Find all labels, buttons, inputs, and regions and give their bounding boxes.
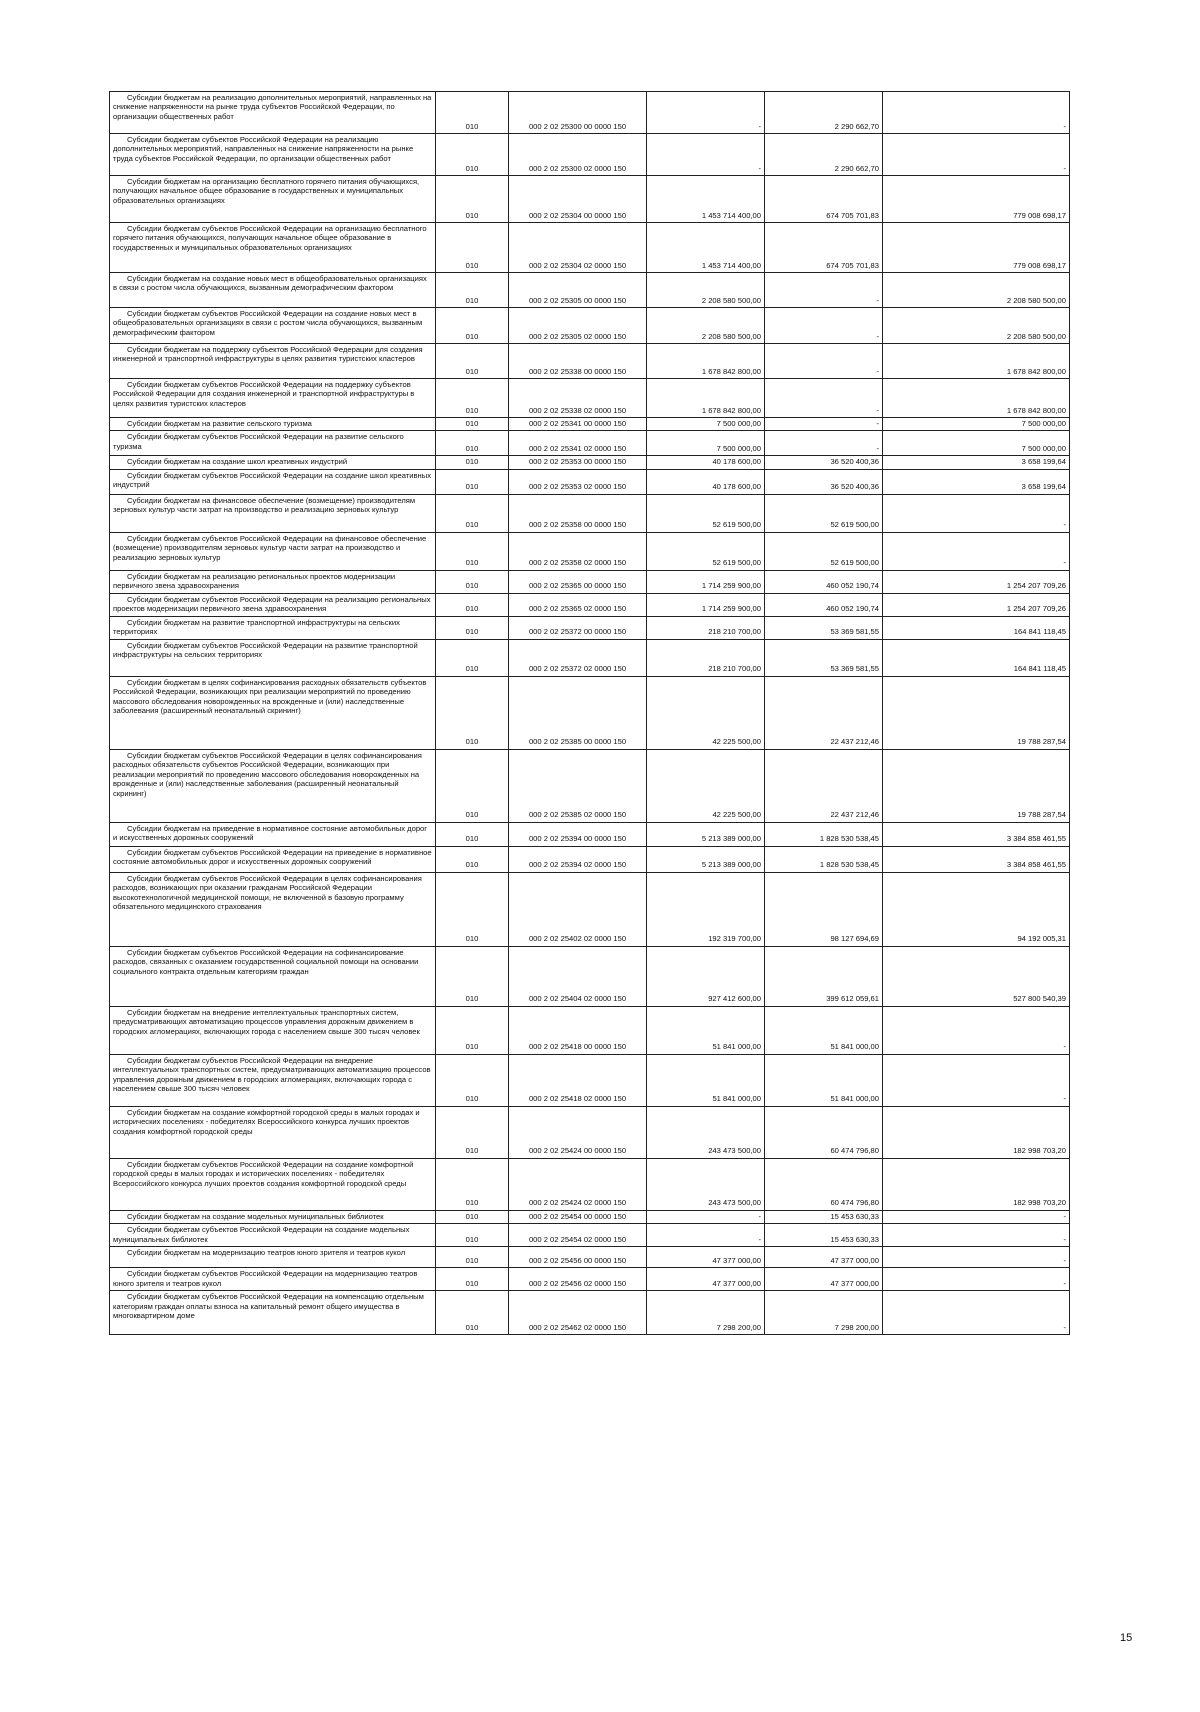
subsidy-name: Субсидии бюджетам на организацию бесплатного горячего питания обучающихся, получающих начальное общее образование в государственных и муниципальных образовательных организациях: [113, 177, 420, 205]
budget-table: [109, 91, 1070, 1335]
approved-amount-cell: 5 213 389 000,00: [647, 846, 765, 872]
subsidy-name-cell: [110, 1291, 436, 1335]
table-row: [110, 822, 1070, 846]
table-row: [110, 308, 1070, 344]
approved-amount-cell: 243 473 500,00: [647, 1106, 765, 1158]
unexecuted-amount-cell: -: [883, 1224, 1070, 1247]
budget-classification-code-cell: 000 2 02 25300 00 0000 150: [509, 92, 647, 134]
approved-amount-cell: 40 178 600,00: [647, 469, 765, 494]
approved-amount-cell: 1 714 259 900,00: [647, 570, 765, 593]
budget-classification-code-cell: 000 2 02 25305 00 0000 150: [509, 273, 647, 308]
approved-amount-cell: -: [647, 134, 765, 176]
unexecuted-amount-cell: 2 208 580 500,00: [883, 273, 1070, 308]
approved-amount-cell: 52 619 500,00: [647, 494, 765, 532]
subsidy-name: Субсидии бюджетам на создание новых мест в общеобразовательных организациях в связи с ростом числа обучающихся, вызванным демографическим фактором: [113, 274, 427, 293]
subsidy-name-cell: [110, 846, 436, 872]
budget-classification-code-cell: 000 2 02 25365 00 0000 150: [509, 570, 647, 593]
approved-amount-cell: 47 377 000,00: [647, 1268, 765, 1291]
executed-amount-cell: -: [765, 418, 883, 431]
subsidy-name-cell: [110, 1054, 436, 1106]
unexecuted-amount-cell: 3 658 199,64: [883, 456, 1070, 469]
line-code-cell: 010: [436, 639, 509, 676]
approved-amount-cell: 192 319 700,00: [647, 872, 765, 946]
executed-amount-cell: 47 377 000,00: [765, 1268, 883, 1291]
subsidy-name: Субсидии бюджетам на реализацию дополнительных мероприятий, направленных на снижение напряженности на рынке труда субъектов Российской Федерации, по организации общественных работ: [113, 93, 432, 121]
executed-amount-cell: -: [765, 273, 883, 308]
subsidy-name-cell: [110, 176, 436, 223]
executed-amount-cell: -: [765, 379, 883, 418]
subsidy-name: Субсидии бюджетам на создание школ креативных индустрий: [127, 457, 348, 467]
approved-amount-cell: 218 210 700,00: [647, 616, 765, 639]
executed-amount-cell: 36 520 400,36: [765, 456, 883, 469]
executed-amount-cell: -: [765, 344, 883, 379]
subsidy-name: Субсидии бюджетам субъектов Российской Федерации на реализацию дополнительных мероприятий, направленных на снижение напряженности на рынке труда субъектов Российской Федерации, по организации общественных работ: [113, 135, 414, 163]
line-code-cell: 010: [436, 134, 509, 176]
subsidy-name: Субсидии бюджетам субъектов Российской Федерации на создание модельных муниципальных библиотек: [113, 1225, 410, 1244]
subsidy-name: Субсидии бюджетам субъектов Российской Федерации на развитие сельского туризма: [113, 432, 404, 451]
subsidy-name-cell: [110, 676, 436, 749]
line-code-cell: 010: [436, 1247, 509, 1268]
executed-amount-cell: -: [765, 308, 883, 344]
budget-classification-code-cell: 000 2 02 25300 02 0000 150: [509, 134, 647, 176]
executed-amount-cell: 52 619 500,00: [765, 494, 883, 532]
executed-amount-cell: 98 127 694,69: [765, 872, 883, 946]
budget-classification-code-cell: 000 2 02 25338 02 0000 150: [509, 379, 647, 418]
subsidy-name: Субсидии бюджетам на внедрение интеллектуальных транспортных систем, предусматривающих автоматизацию процессов управления дорожным движением в городских агломерациях, включающих города с населением свыше 300 тысяч человек: [113, 1007, 420, 1036]
unexecuted-amount-cell: 3 384 858 461,55: [883, 846, 1070, 872]
executed-amount-cell: 460 052 190,74: [765, 570, 883, 593]
unexecuted-amount-cell: -: [883, 1291, 1070, 1335]
line-code-cell: 010: [436, 822, 509, 846]
budget-classification-code-cell: 000 2 02 25394 00 0000 150: [509, 822, 647, 846]
unexecuted-amount-cell: 94 192 005,31: [883, 872, 1070, 946]
subsidy-name-cell: [110, 532, 436, 570]
unexecuted-amount-cell: 7 500 000,00: [883, 418, 1070, 431]
table-row: [110, 1210, 1070, 1223]
executed-amount-cell: 36 520 400,36: [765, 469, 883, 494]
executed-amount-cell: 53 369 581,55: [765, 616, 883, 639]
line-code-cell: 010: [436, 1054, 509, 1106]
unexecuted-amount-cell: 182 998 703,20: [883, 1106, 1070, 1158]
budget-classification-code-cell: 000 2 02 25358 02 0000 150: [509, 532, 647, 570]
line-code-cell: 010: [436, 676, 509, 749]
table-row: [110, 1291, 1070, 1335]
subsidy-name: Субсидии бюджетам на реализацию региональных проектов модернизации первичного звена здравоохранения: [113, 571, 396, 591]
subsidy-name-cell: [110, 616, 436, 639]
subsidy-name: Субсидии бюджетам субъектов Российской Федерации на поддержку субъектов Российской Федерации для создания инженерной и транспортной инфраструктуры в целях развития туристских кластеров: [113, 380, 415, 408]
approved-amount-cell: 1 678 842 800,00: [647, 379, 765, 418]
subsidy-name: Субсидии бюджетам на модернизацию театров юного зрителя и театров кукол: [127, 1248, 406, 1258]
approved-amount-cell: 52 619 500,00: [647, 532, 765, 570]
unexecuted-amount-cell: 3 658 199,64: [883, 469, 1070, 494]
unexecuted-amount-cell: -: [883, 92, 1070, 134]
budget-classification-code-cell: 000 2 02 25372 00 0000 150: [509, 616, 647, 639]
subsidy-name: Субсидии бюджетам в целях софинансирования расходных обязательств субъектов Российской Федерации, возникающих при реализации мероприятий по проведению массового обследования новорожденных на врожденные и (или) наследственные заболевания (расширенный неонатальный скрининг): [113, 677, 427, 716]
unexecuted-amount-cell: -: [883, 1210, 1070, 1223]
budget-classification-code-cell: 000 2 02 25424 00 0000 150: [509, 1106, 647, 1158]
unexecuted-amount-cell: -: [883, 494, 1070, 532]
approved-amount-cell: 243 473 500,00: [647, 1158, 765, 1210]
executed-amount-cell: 1 828 530 538,45: [765, 822, 883, 846]
unexecuted-amount-cell: 2 208 580 500,00: [883, 308, 1070, 344]
subsidy-name: Субсидии бюджетам на создание комфортной городской среды в малых городах и исторических поселениях - победителях Всероссийского конкурса лучших проектов создания комфортной городской среды: [113, 1107, 420, 1136]
subsidy-name: Субсидии бюджетам субъектов Российской Федерации на софинансирование расходов, связанных с оказанием государственной социальной помощи на основании социального контракта отдельным категориям граждан: [113, 947, 419, 976]
table-row: [110, 223, 1070, 273]
subsidy-name: Субсидии бюджетам на развитие сельского туризма: [127, 419, 312, 428]
subsidy-name: Субсидии бюджетам на приведение в нормативное состояние автомобильных дорог и искусственных дорожных сооружений: [113, 823, 428, 843]
subsidy-name-cell: [110, 273, 436, 308]
subsidy-name-cell: [110, 456, 436, 469]
table-row: [110, 418, 1070, 431]
approved-amount-cell: 2 208 580 500,00: [647, 273, 765, 308]
subsidy-name: Субсидии бюджетам субъектов Российской Федерации на приведение в нормативное состояние автомобильных дорог и искусственных дорожных сооружений: [113, 847, 432, 867]
executed-amount-cell: 51 841 000,00: [765, 1006, 883, 1054]
subsidy-name: Субсидии бюджетам на поддержку субъектов Российской Федерации для создания инженерной и транспортной инфраструктуры в целях развития туристских кластеров: [113, 345, 423, 364]
table-row: [110, 494, 1070, 532]
table-row: [110, 1158, 1070, 1210]
unexecuted-amount-cell: 7 500 000,00: [883, 431, 1070, 456]
subsidy-name: Субсидии бюджетам субъектов Российской Федерации в целях софинансирования расходных обязательств субъектов Российской Федерации, возникающих при реализации мероприятий по проведению массового обследования новорожденных на врожденные и (или) наследственные заболевания (расширенный неонатальный скрининг): [113, 750, 422, 798]
budget-classification-code-cell: 000 2 02 25394 02 0000 150: [509, 846, 647, 872]
unexecuted-amount-cell: -: [883, 532, 1070, 570]
budget-classification-code-cell: 000 2 02 25353 02 0000 150: [509, 469, 647, 494]
executed-amount-cell: 15 453 630,33: [765, 1224, 883, 1247]
executed-amount-cell: 7 298 200,00: [765, 1291, 883, 1335]
budget-classification-code-cell: 000 2 02 25304 00 0000 150: [509, 176, 647, 223]
table-row: [110, 1224, 1070, 1247]
subsidy-name: Субсидии бюджетам на финансовое обеспечение (возмещение) производителям зерновых культур части затрат на производство и реализацию зерновых культур: [113, 495, 416, 515]
executed-amount-cell: 47 377 000,00: [765, 1247, 883, 1268]
line-code-cell: 010: [436, 344, 509, 379]
subsidy-name: Субсидии бюджетам субъектов Российской Федерации на финансовое обеспечение (возмещение) производителям зерновых культур части затрат на производство и реализацию зерновых культур: [113, 533, 427, 562]
unexecuted-amount-cell: 164 841 118,45: [883, 639, 1070, 676]
line-code-cell: 010: [436, 223, 509, 273]
subsidy-name-cell: [110, 379, 436, 418]
table-row: [110, 946, 1070, 1006]
subsidy-name: Субсидии бюджетам на развитие транспортной инфраструктуры на сельских территориях: [113, 617, 400, 637]
table-row: [110, 1106, 1070, 1158]
table-row: [110, 273, 1070, 308]
unexecuted-amount-cell: -: [883, 1006, 1070, 1054]
line-code-cell: 010: [436, 1106, 509, 1158]
line-code-cell: 010: [436, 273, 509, 308]
line-code-cell: 010: [436, 494, 509, 532]
line-code-cell: 010: [436, 418, 509, 431]
executed-amount-cell: -: [765, 431, 883, 456]
budget-classification-code-cell: 000 2 02 25402 02 0000 150: [509, 872, 647, 946]
table-row: [110, 570, 1070, 593]
approved-amount-cell: 51 841 000,00: [647, 1054, 765, 1106]
executed-amount-cell: 1 828 530 538,45: [765, 846, 883, 872]
subsidy-name-cell: [110, 308, 436, 344]
subsidy-name: Субсидии бюджетам субъектов Российской Федерации на создание школ креативных индустрий: [113, 470, 432, 490]
budget-classification-code-cell: 000 2 02 25418 02 0000 150: [509, 1054, 647, 1106]
unexecuted-amount-cell: -: [883, 1054, 1070, 1106]
approved-amount-cell: -: [647, 92, 765, 134]
table-row: [110, 532, 1070, 570]
approved-amount-cell: 7 298 200,00: [647, 1291, 765, 1335]
approved-amount-cell: 51 841 000,00: [647, 1006, 765, 1054]
table-row: [110, 639, 1070, 676]
subsidy-name-cell: [110, 593, 436, 616]
line-code-cell: 010: [436, 1224, 509, 1247]
budget-classification-code-cell: 000 2 02 25454 02 0000 150: [509, 1224, 647, 1247]
budget-classification-code-cell: 000 2 02 25304 02 0000 150: [509, 223, 647, 273]
subsidy-name-cell: [110, 1224, 436, 1247]
subsidy-name-cell: [110, 822, 436, 846]
unexecuted-amount-cell: 1 254 207 709,26: [883, 570, 1070, 593]
executed-amount-cell: 674 705 701,83: [765, 223, 883, 273]
approved-amount-cell: -: [647, 1224, 765, 1247]
subsidy-name: Субсидии бюджетам субъектов Российской Федерации на организацию бесплатного горячего питания обучающихся, получающих начальное общее образование в государственных и муниципальных образовательных организациях: [113, 224, 427, 252]
line-code-cell: 010: [436, 1210, 509, 1223]
line-code-cell: 010: [436, 846, 509, 872]
unexecuted-amount-cell: 1 678 842 800,00: [883, 379, 1070, 418]
executed-amount-cell: 53 369 581,55: [765, 639, 883, 676]
subsidy-name: Субсидии бюджетам на создание модельных муниципальных библиотек: [127, 1211, 384, 1221]
unexecuted-amount-cell: 3 384 858 461,55: [883, 822, 1070, 846]
table-row: [110, 431, 1070, 456]
line-code-cell: 010: [436, 1291, 509, 1335]
subsidy-name-cell: [110, 639, 436, 676]
subsidy-name-cell: [110, 1210, 436, 1223]
line-code-cell: 010: [436, 1268, 509, 1291]
approved-amount-cell: 7 500 000,00: [647, 418, 765, 431]
subsidy-name-cell: [110, 1006, 436, 1054]
line-code-cell: 010: [436, 92, 509, 134]
approved-amount-cell: -: [647, 1210, 765, 1223]
budget-classification-code-cell: 000 2 02 25454 00 0000 150: [509, 1210, 647, 1223]
line-code-cell: 010: [436, 532, 509, 570]
budget-classification-code-cell: 000 2 02 25456 02 0000 150: [509, 1268, 647, 1291]
approved-amount-cell: 7 500 000,00: [647, 431, 765, 456]
table-row: [110, 676, 1070, 749]
budget-classification-code-cell: 000 2 02 25353 00 0000 150: [509, 456, 647, 469]
table-row: [110, 344, 1070, 379]
table-row: [110, 1054, 1070, 1106]
budget-classification-code-cell: 000 2 02 25462 02 0000 150: [509, 1291, 647, 1335]
approved-amount-cell: 47 377 000,00: [647, 1247, 765, 1268]
line-code-cell: 010: [436, 431, 509, 456]
executed-amount-cell: 674 705 701,83: [765, 176, 883, 223]
line-code-cell: 010: [436, 872, 509, 946]
line-code-cell: 010: [436, 1158, 509, 1210]
approved-amount-cell: 40 178 600,00: [647, 456, 765, 469]
line-code-cell: 010: [436, 379, 509, 418]
unexecuted-amount-cell: -: [883, 134, 1070, 176]
budget-classification-code-cell: 000 2 02 25372 02 0000 150: [509, 639, 647, 676]
table-row: [110, 92, 1070, 134]
table-row: [110, 456, 1070, 469]
approved-amount-cell: 927 412 600,00: [647, 946, 765, 1006]
approved-amount-cell: 1 714 259 900,00: [647, 593, 765, 616]
unexecuted-amount-cell: 779 008 698,17: [883, 223, 1070, 273]
subsidy-name: Субсидии бюджетам субъектов Российской Федерации на создание новых мест в общеобразовательных организациях в связи с ростом числа обучающихся, вызванным демографическим фактором: [113, 309, 423, 337]
subsidy-name: Субсидии бюджетам субъектов Российской Федерации на внедрение интеллектуальных транспортных систем, предусматривающих автоматизацию процессов управления дорожным движением в городских агломерациях, включающих города с населением свыше 300 тысяч человек: [113, 1055, 431, 1094]
table-row: [110, 1268, 1070, 1291]
executed-amount-cell: 399 612 059,61: [765, 946, 883, 1006]
executed-amount-cell: 460 052 190,74: [765, 593, 883, 616]
subsidy-name-cell: [110, 223, 436, 273]
budget-classification-code-cell: 000 2 02 25456 00 0000 150: [509, 1247, 647, 1268]
budget-classification-code-cell: 000 2 02 25341 02 0000 150: [509, 431, 647, 456]
table-row: [110, 469, 1070, 494]
unexecuted-amount-cell: 19 788 287,54: [883, 749, 1070, 822]
approved-amount-cell: 42 225 500,00: [647, 676, 765, 749]
unexecuted-amount-cell: 1 678 842 800,00: [883, 344, 1070, 379]
line-code-cell: 010: [436, 749, 509, 822]
unexecuted-amount-cell: 164 841 118,45: [883, 616, 1070, 639]
subsidy-name-cell: [110, 946, 436, 1006]
subsidy-name: Субсидии бюджетам субъектов Российской Федерации на компенсацию отдельным категориям граждан оплаты взноса на капитальный ремонт общего имущества в многоквартирном доме: [113, 1292, 424, 1321]
table-row: [110, 872, 1070, 946]
line-code-cell: 010: [436, 593, 509, 616]
approved-amount-cell: 1 678 842 800,00: [647, 344, 765, 379]
approved-amount-cell: 1 453 714 400,00: [647, 223, 765, 273]
budget-classification-code-cell: 000 2 02 25385 02 0000 150: [509, 749, 647, 822]
budget-classification-code-cell: 000 2 02 25424 02 0000 150: [509, 1158, 647, 1210]
approved-amount-cell: 1 453 714 400,00: [647, 176, 765, 223]
subsidy-name: Субсидии бюджетам субъектов Российской Федерации на развитие транспортной инфраструктуры на сельских территориях: [113, 640, 418, 660]
unexecuted-amount-cell: 182 998 703,20: [883, 1158, 1070, 1210]
table-row: [110, 1006, 1070, 1054]
unexecuted-amount-cell: 19 788 287,54: [883, 676, 1070, 749]
executed-amount-cell: 2 290 662,70: [765, 92, 883, 134]
page-number: 15: [1120, 1632, 1133, 1644]
line-code-cell: 010: [436, 456, 509, 469]
executed-amount-cell: 60 474 796,80: [765, 1106, 883, 1158]
line-code-cell: 010: [436, 176, 509, 223]
subsidy-name: Субсидии бюджетам субъектов Российской Федерации на модернизацию театров юного зрителя и театров кукол: [113, 1269, 418, 1288]
subsidy-name-cell: [110, 1268, 436, 1291]
approved-amount-cell: 218 210 700,00: [647, 639, 765, 676]
subsidy-name-cell: [110, 570, 436, 593]
budget-table-body: [110, 92, 1070, 1335]
table-row: [110, 846, 1070, 872]
subsidy-name-cell: [110, 494, 436, 532]
approved-amount-cell: 5 213 389 000,00: [647, 822, 765, 846]
budget-classification-code-cell: 000 2 02 25305 02 0000 150: [509, 308, 647, 344]
subsidy-name: Субсидии бюджетам субъектов Российской Федерации на реализацию региональных проектов модернизации первичного звена здравоохранения: [113, 594, 431, 614]
approved-amount-cell: 42 225 500,00: [647, 749, 765, 822]
approved-amount-cell: 2 208 580 500,00: [647, 308, 765, 344]
table-row: [110, 176, 1070, 223]
line-code-cell: 010: [436, 1006, 509, 1054]
executed-amount-cell: 22 437 212,46: [765, 676, 883, 749]
unexecuted-amount-cell: 527 800 540,39: [883, 946, 1070, 1006]
executed-amount-cell: 22 437 212,46: [765, 749, 883, 822]
subsidy-name-cell: [110, 1106, 436, 1158]
executed-amount-cell: 15 453 630,33: [765, 1210, 883, 1223]
subsidy-name-cell: [110, 749, 436, 822]
subsidy-name-cell: [110, 418, 436, 431]
line-code-cell: 010: [436, 570, 509, 593]
subsidy-name-cell: [110, 469, 436, 494]
unexecuted-amount-cell: -: [883, 1268, 1070, 1291]
executed-amount-cell: 52 619 500,00: [765, 532, 883, 570]
budget-classification-code-cell: 000 2 02 25404 02 0000 150: [509, 946, 647, 1006]
budget-classification-code-cell: 000 2 02 25385 00 0000 150: [509, 676, 647, 749]
table-row: [110, 134, 1070, 176]
budget-classification-code-cell: 000 2 02 25338 00 0000 150: [509, 344, 647, 379]
executed-amount-cell: 51 841 000,00: [765, 1054, 883, 1106]
line-code-cell: 010: [436, 469, 509, 494]
subsidy-name-cell: [110, 431, 436, 456]
budget-classification-code-cell: 000 2 02 25365 02 0000 150: [509, 593, 647, 616]
budget-classification-code-cell: 000 2 02 25358 00 0000 150: [509, 494, 647, 532]
line-code-cell: 010: [436, 308, 509, 344]
subsidy-name-cell: [110, 1247, 436, 1268]
unexecuted-amount-cell: -: [883, 1247, 1070, 1268]
subsidy-name-cell: [110, 134, 436, 176]
line-code-cell: 010: [436, 616, 509, 639]
unexecuted-amount-cell: 1 254 207 709,26: [883, 593, 1070, 616]
table-row: [110, 1247, 1070, 1268]
subsidy-name-cell: [110, 872, 436, 946]
subsidy-name: Субсидии бюджетам субъектов Российской Федерации на создание комфортной городской среды в малых городах и исторических поселениях - победителях Всероссийского конкурса лучших проектов создания комфортной городской среды: [113, 1159, 414, 1188]
subsidy-name-cell: [110, 1158, 436, 1210]
table-row: [110, 593, 1070, 616]
budget-classification-code-cell: 000 2 02 25418 00 0000 150: [509, 1006, 647, 1054]
table-row: [110, 616, 1070, 639]
executed-amount-cell: 2 290 662,70: [765, 134, 883, 176]
unexecuted-amount-cell: 779 008 698,17: [883, 176, 1070, 223]
table-row: [110, 379, 1070, 418]
executed-amount-cell: 60 474 796,80: [765, 1158, 883, 1210]
subsidy-name: Субсидии бюджетам субъектов Российской Федерации в целях софинансирования расходов, возникающих при оказании гражданам Российской Федерации высокотехнологичной медицинской помощи, не включенной в базовую программу обязательного медицинского страхования: [113, 873, 422, 912]
subsidy-name-cell: [110, 344, 436, 379]
subsidy-name-cell: [110, 92, 436, 134]
line-code-cell: 010: [436, 946, 509, 1006]
budget-classification-code-cell: 000 2 02 25341 00 0000 150: [509, 418, 647, 431]
table-row: [110, 749, 1070, 822]
